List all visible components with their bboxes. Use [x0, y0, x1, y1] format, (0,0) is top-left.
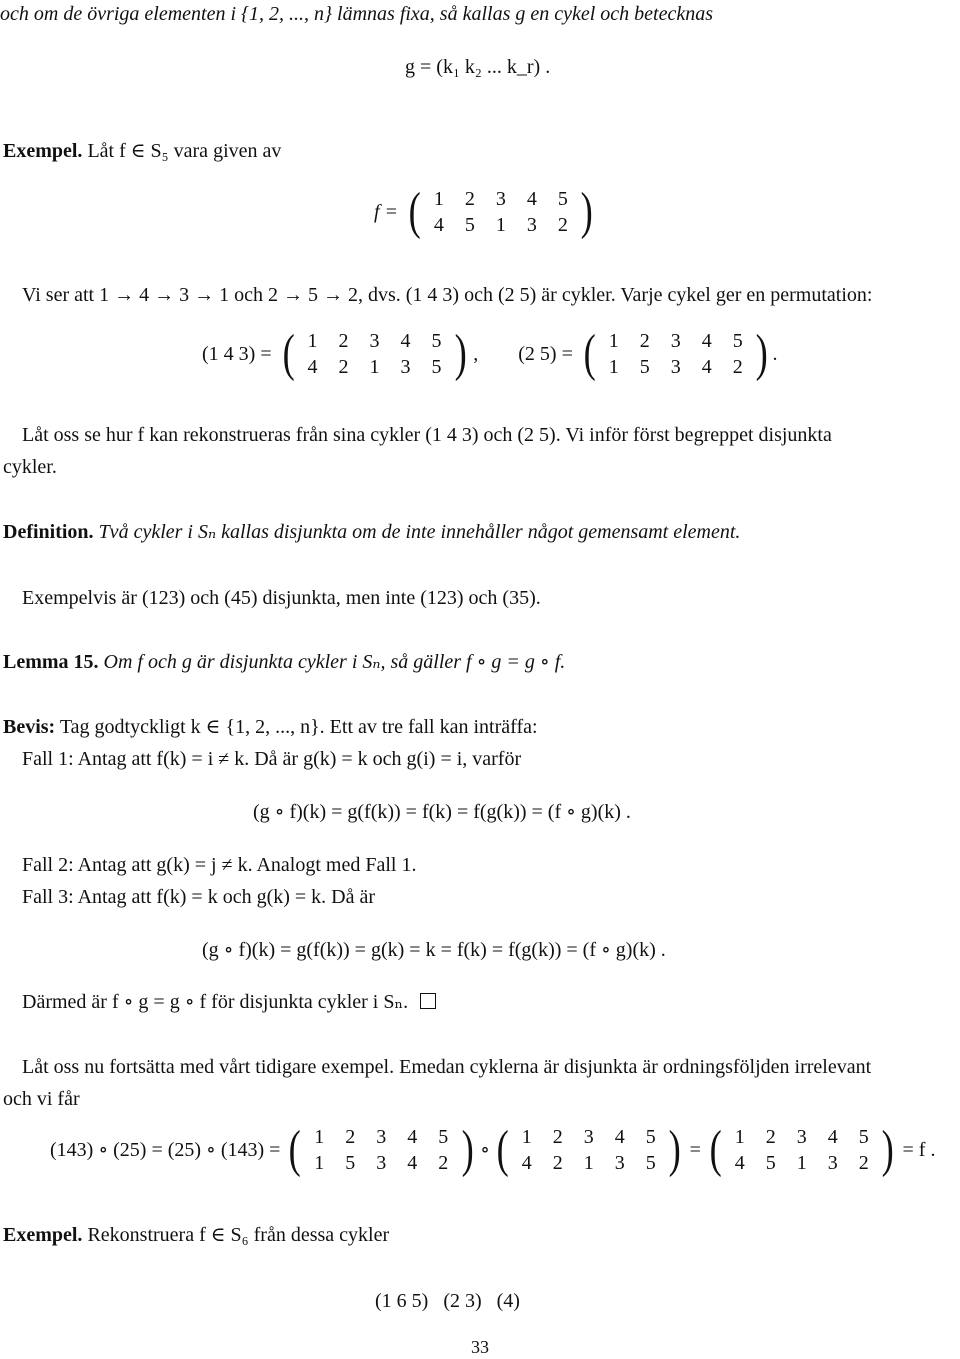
example2	[3, 1223, 389, 1247]
darmed-line: Därmed är f ∘ g = g ∘ f för disjunkta cykler i Sₙ.	[22, 990, 436, 1014]
intro-line: och om de övriga elementen i {1, 2, ..., n} lämnas fixa, så kallas g en cykel och betecknas	[0, 3, 714, 25]
f-definition	[374, 183, 598, 240]
product-matrix-1: ( 1 2 3 4 5 1 5 3 4 2 )	[289, 1121, 474, 1178]
rekon-line1: Låt oss se hur f kan rekonstrueras från sina cykler (1 4 3) och (2 5). Vi inför först begreppet disjunkta	[22, 424, 832, 446]
vi-ser-line: Vi ser att 1 → 4 → 3 → 1 och 2 → 5 → 2, dvs. (1 4 3) och (2 5) är cykler. Varje cykel ger en permutation:	[22, 284, 873, 306]
cycle25-lhs: (2 5) =	[518, 343, 573, 365]
cycle143-matrix: ( 1 2 3 4 5 4 2 1 3 5 )	[282, 325, 467, 382]
example1-text: Låt f ∈ S₅ vara given av	[87, 140, 282, 162]
product-equation	[50, 1121, 936, 1178]
fall2-line: Fall 2: Antag att g(k) = j ≠ k. Analogt med Fall 1.	[22, 854, 417, 876]
f-matrix-bottom: 4 5 1 3 2	[433, 214, 568, 236]
f-matrix-top: 1 2 3 4 5	[433, 188, 568, 210]
product-rhs: = f .	[902, 1139, 936, 1161]
fall3-line: Fall 3: Antag att f(k) = k och g(k) = k. Då är	[22, 886, 376, 908]
fortsatt-line2: och vi får	[3, 1088, 80, 1110]
fortsatt-line1: Låt oss nu fortsätta med vårt tidigare exempel. Emedan cyklerna är disjunkta är ordningsföljden irrelevant	[22, 1056, 872, 1078]
rekon-line2: cykler.	[3, 456, 57, 478]
product-matrix-2: ( 1 2 3 4 5 4 2 1 3 5 )	[496, 1121, 681, 1178]
bevis-label: Bevis:	[3, 716, 56, 738]
exempelvis-line: Exempelvis är (123) och (45) disjunkta, men inte (123) och (35).	[22, 587, 541, 609]
product-operator: ∘	[480, 1139, 490, 1161]
definition-text: Två cykler i Sₙ kallas disjunkta om de inte innehåller något gemensamt element.	[98, 521, 741, 543]
definition-label: Definition.	[3, 521, 94, 543]
cycle143-lhs: (1 4 3) =	[202, 343, 272, 365]
bevis-text: Tag godtyckligt k ∈ {1, 2, ..., n}. Ett av tre fall kan inträffa:	[59, 716, 538, 738]
bevis	[3, 715, 538, 739]
qed-square-icon	[420, 993, 436, 1009]
cycle25-matrix: ( 1 2 3 4 5 1 5 3 4 2 )	[583, 325, 768, 382]
lemma-text: Om f och g är disjunkta cykler i Sₙ, så gäller f ∘ g = g ∘ f.	[103, 651, 566, 673]
lemma	[3, 650, 565, 674]
fall1-line: Fall 1: Antag att f(k) = i ≠ k. Då är g(k) = k och g(i) = i, varför	[22, 748, 522, 770]
definition	[3, 520, 740, 544]
f-lhs: f =	[374, 201, 399, 223]
lemma-label: Lemma 15.	[3, 651, 99, 673]
product-lhs: (143) ∘ (25) = (25) ∘ (143) =	[50, 1139, 281, 1161]
cycle-notation: g = (k₁ k₂ ... k_r) .	[405, 56, 551, 78]
f-matrix: ( 1 2 3 4 5 4 5 1 3 2 )	[408, 183, 594, 240]
example2-label: Exempel.	[3, 1224, 83, 1246]
fall1-equation: (g ∘ f)(k) = g(f(k)) = f(k) = f(g(k)) = (f ∘ g)(k) .	[253, 801, 631, 823]
cycle-permutations: (1 4 3) = ( 1 2 3 4 5 4 2 1 3 5 ) , (2 5) = ( 1 2 3 4 5 1 5 3 4 2 ) .	[202, 325, 778, 382]
example1	[3, 139, 281, 163]
page-number: 33	[471, 1337, 489, 1357]
cycles-s6: (1 6 5) (2 3) (4)	[375, 1290, 520, 1312]
product-matrix-3: ( 1 2 3 4 5 4 5 1 3 2 )	[709, 1121, 894, 1178]
fall3-equation: (g ∘ f)(k) = g(f(k)) = g(k) = k = f(k) = f(g(k)) = (f ∘ g)(k) .	[202, 939, 666, 961]
product-equals: =	[689, 1139, 701, 1161]
example1-label: Exempel.	[3, 140, 83, 162]
example2-text: Rekonstruera f ∈ S₆ från dessa cykler	[87, 1224, 390, 1246]
